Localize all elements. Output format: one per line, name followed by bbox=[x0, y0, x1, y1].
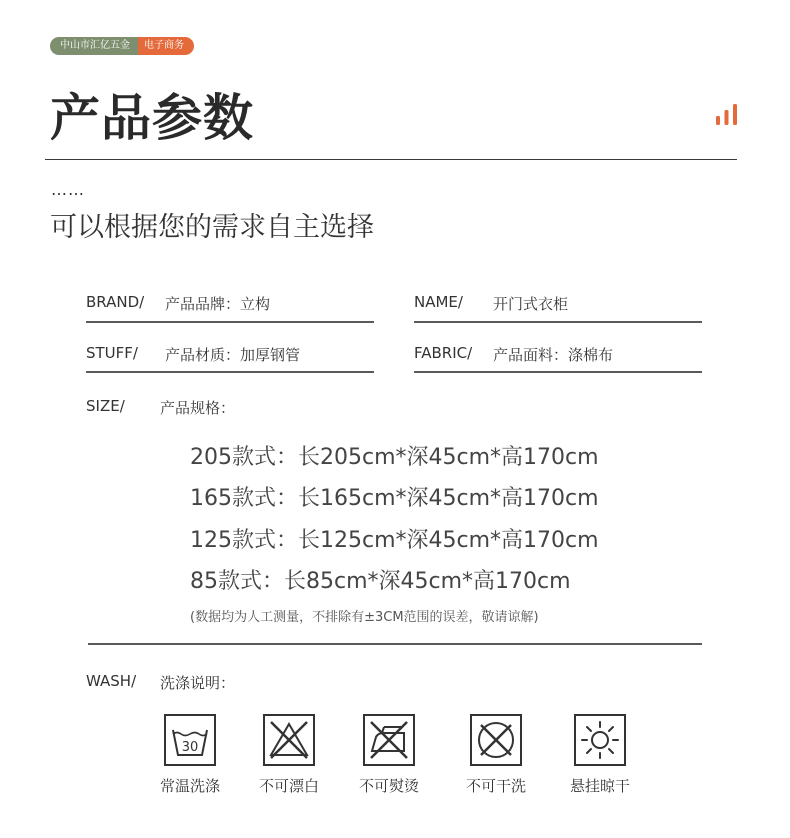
no-dryclean-icon bbox=[469, 713, 523, 767]
wash-caption-4: 不可干洗 bbox=[465, 777, 526, 795]
brand-divider bbox=[86, 321, 374, 323]
wash-30-icon bbox=[163, 713, 217, 767]
no-bleach-icon bbox=[262, 713, 316, 767]
brand-label: BRAND/ bbox=[86, 293, 145, 311]
size-value: 产品规格： bbox=[160, 399, 236, 417]
tag-right: 电子商务 bbox=[138, 37, 194, 55]
size-line-205: 205款式：长205cm*深45cm*高170cm bbox=[190, 445, 599, 470]
tag-left: 中山市汇亿五金 bbox=[50, 37, 138, 55]
no-iron-icon bbox=[362, 713, 416, 767]
name-value: 开门式衣柜 bbox=[493, 295, 569, 313]
title-divider bbox=[45, 159, 737, 160]
ellipsis-text: …… bbox=[51, 180, 85, 199]
stuff-label: STUFF/ bbox=[86, 344, 138, 362]
name-label: NAME/ bbox=[414, 293, 463, 311]
wash-temp-text: 30 bbox=[181, 740, 199, 755]
wash-value: 洗涤说明： bbox=[160, 674, 236, 692]
name-divider bbox=[414, 321, 702, 323]
page-title: 产品参数 bbox=[50, 89, 254, 147]
size-line-125: 125款式：长125cm*深45cm*高170cm bbox=[190, 528, 599, 553]
fabric-label: FABRIC/ bbox=[414, 344, 473, 362]
wash-caption-2: 不可漂白 bbox=[258, 777, 319, 795]
size-divider bbox=[88, 643, 702, 645]
size-line-165: 165款式：长165cm*深45cm*高170cm bbox=[190, 486, 599, 511]
stuff-divider bbox=[86, 371, 374, 373]
hang-dry-icon bbox=[573, 713, 627, 767]
fabric-divider bbox=[414, 371, 702, 373]
wash-caption-5: 悬挂晾干 bbox=[569, 777, 630, 795]
page-subtitle: 可以根据您的需求自主选择 bbox=[50, 212, 374, 243]
signal-bars-icon bbox=[715, 102, 739, 126]
fabric-value: 产品面料：涤棉布 bbox=[493, 346, 614, 364]
brand-value: 产品品牌：立构 bbox=[165, 295, 271, 313]
wash-caption-1: 常温洗涤 bbox=[159, 777, 220, 795]
size-note: (数据均为人工测量，不排除有±3CM范围的误差，敬请谅解) bbox=[190, 610, 539, 625]
stuff-value: 产品材质：加厚钢管 bbox=[165, 346, 301, 364]
size-label: SIZE/ bbox=[86, 397, 125, 415]
size-line-85: 85款式：长85cm*深45cm*高170cm bbox=[190, 569, 571, 594]
wash-caption-3: 不可熨烫 bbox=[358, 777, 419, 795]
header-tag bbox=[50, 37, 194, 55]
wash-label: WASH/ bbox=[86, 672, 137, 690]
